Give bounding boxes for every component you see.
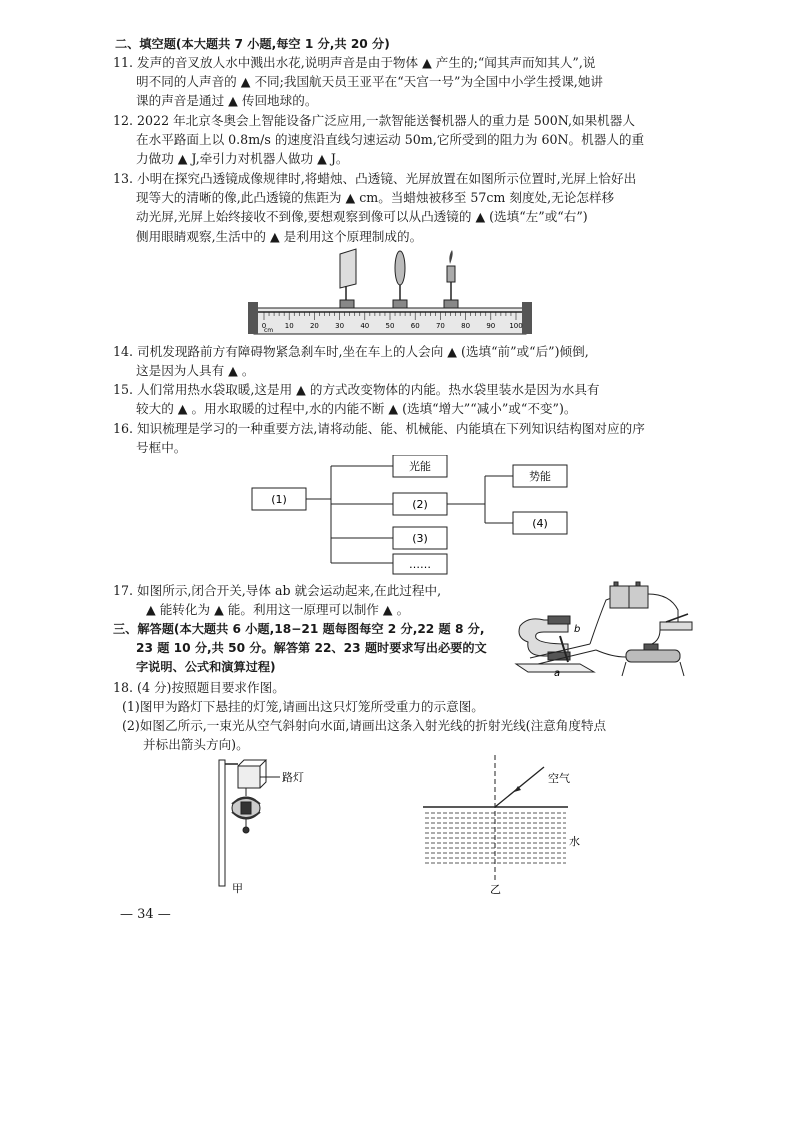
ruler-tick-label: 50 (385, 322, 395, 330)
tree-label-1: (1) (271, 493, 287, 506)
q16-line1: 16. 知识梳理是学习的一种重要方法,请将动能、能、机械能、内能填在下列知识结构图对应的序 (113, 421, 645, 436)
ruler-tick-label: 30 (335, 322, 345, 330)
section3-heading-line3: 字说明、公式和演算过程) (136, 660, 276, 674)
air-label: 空气 (548, 772, 570, 785)
tree-label-light: 光能 (409, 460, 431, 473)
label-b: b (574, 624, 581, 635)
label-a: a (554, 668, 561, 679)
q11-line2: 明不同的人声音的 ▲ 不同;我国航天员王亚平在“天宫一号”为全国中小学生授课,她讲 (136, 74, 604, 89)
ruler-tick-label: 100 (509, 322, 523, 330)
q16-line2: 号框中。 (136, 440, 187, 455)
q13-line4: 侧用眼睛观察,生活中的 ▲ 是利用这个原理制成的。 (136, 229, 423, 244)
q14-line1: 14. 司机发现路前方有障碍物紧急刹车时,坐在车上的人会向 ▲ (选填“前”或“后”)倾倒, (113, 344, 589, 359)
fig-a-label: 甲 (232, 882, 243, 895)
ruler-tick-label: 70 (435, 322, 445, 330)
screen-holder (340, 249, 356, 308)
tree-label-2: (2) (412, 498, 428, 511)
q11-line1: 11. 发声的音叉放人水中溅出水花,说明声音是由于物体 ▲ 产生的;“闻其声而知其人”,说 (113, 55, 596, 70)
section2-heading: 二、填空题(本大题共 7 小题,每空 1 分,共 20 分) (115, 37, 390, 51)
optical-bench-figure (240, 246, 540, 338)
q14-line2: 这是因为人具有 ▲ 。 (136, 363, 255, 378)
refraction-figure (418, 755, 593, 895)
lamp-label: 路灯 (282, 771, 304, 784)
ruler-tick-label: 20 (309, 322, 319, 330)
fig-b-label: 乙 (490, 883, 501, 895)
knowledge-tree-figure (245, 455, 590, 575)
q13-line3: 动光屏,光屏上始终接收不到像,要想观察到像可以从凸透镜的 ▲ (选填“左”或“右”) (136, 209, 588, 224)
tree-label-3: (3) (412, 532, 428, 545)
q18-part2-line2: 并标出箭头方向)。 (143, 737, 249, 752)
q17-line1: 17. 如图所示,闭合开关,导体 ab 就会运动起来,在此过程中, (113, 583, 442, 598)
q13-line1: 13. 小明在探究凸透镜成像规律时,将蜡烛、凸透镜、光屏放置在如图所示位置时,光屏上恰好出 (113, 171, 637, 186)
ruler-tick-label: 10 (284, 322, 294, 330)
q11-line3: 课的声音是通过 ▲ 传回地球的。 (136, 93, 318, 108)
q12-line1: 12. 2022 年北京冬奥会上智能设备广泛应用,一款智能送餐机器人的重力是 500N,如果机器人 (113, 113, 635, 128)
q18-part2-line1: (2)如图乙所示,一束光从空气斜射向水面,请画出这条入射光线的折射光线(注意角度特点 (122, 718, 607, 733)
ruler-tick-label: 90 (486, 322, 496, 330)
ruler-tick-label: 80 (461, 322, 471, 330)
q12-line2: 在水平路面上以 0.8m/s 的速度沿直线匀速运动 50m,它所受到的阻力为 60N。机器人的重 (136, 132, 645, 147)
ruler-tick-label: 60 (410, 322, 420, 330)
tree-label-more: …… (409, 558, 431, 571)
street-lamp-figure (210, 756, 320, 896)
ruler-unit: cm (264, 327, 274, 334)
water-label: 水 (569, 835, 580, 848)
lens-holder (393, 251, 407, 308)
tree-label-potential: 势能 (529, 470, 551, 483)
q15-line2: 较大的 ▲ 。用水取暖的过程中,水的内能不断 ▲ (选填“增大”“减小”或“不变”)。 (136, 401, 577, 416)
q17-line2: ▲ 能转化为 ▲ 能。利用这一原理可以制作 ▲ 。 (146, 602, 410, 617)
q13-line2: 现等大的清晰的像,此凸透镜的焦距为 ▲ cm。当蜡烛被移至 57cm 刻度处,无论怎样移 (136, 190, 615, 205)
page-number: — 34 — (120, 907, 171, 922)
q12-line3: 力做功 ▲ J,牵引力对机器人做功 ▲ J。 (136, 151, 349, 166)
section3-heading-line2: 23 题 10 分,共 50 分。解答第 22、23 题时要求写出必要的文 (136, 641, 487, 655)
q18-part1: (1)图甲为路灯下悬挂的灯笼,请画出这只灯笼所受重力的示意图。 (122, 699, 484, 714)
q15-line1: 15. 人们常用热水袋取暖,这是用 ▲ 的方式改变物体的内能。热水袋里装水是因为水具有 (113, 382, 600, 397)
tree-label-4: (4) (532, 517, 548, 530)
section3-heading-line1: 三、解答题(本大题共 6 小题,18−21 题每图每空 2 分,22 题 8 分, (113, 622, 485, 636)
ruler-tick-label: 40 (360, 322, 370, 330)
q18-title: 18. (4 分)按照题目要求作图。 (113, 680, 285, 695)
candle-holder (444, 250, 458, 308)
ruler-tick-label: 0 (261, 322, 267, 330)
motor-experiment-figure (510, 580, 700, 686)
